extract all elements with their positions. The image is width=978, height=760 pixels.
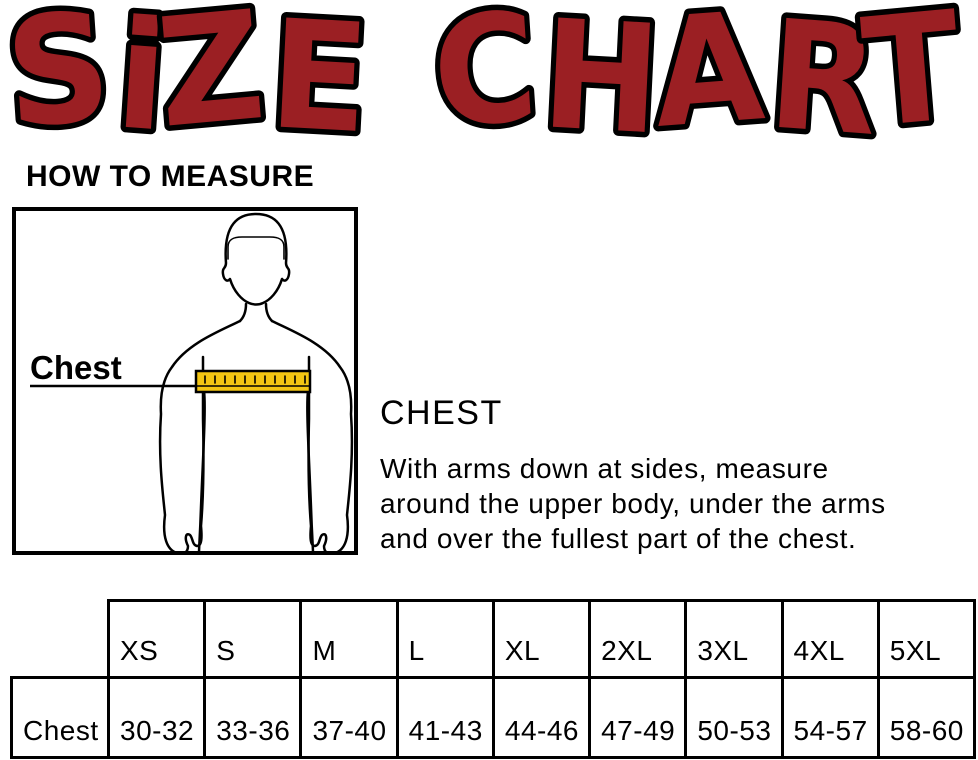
chest-instructions-line: and over the fullest part of the chest. — [380, 523, 857, 554]
figure-torso-sides — [199, 391, 313, 553]
measuring-tape-icon — [196, 371, 310, 392]
chest-value-cell: 50-53 — [686, 678, 782, 758]
figure-hairline — [228, 237, 284, 259]
chest-value-cell: 44-46 — [493, 678, 589, 758]
size-header-cell: S — [205, 601, 301, 678]
chest-section-heading: CHEST — [380, 394, 503, 432]
title-word-size: SiZE — [0, 0, 378, 158]
chest-value-cell: 47-49 — [590, 678, 686, 758]
size-header-cell: 4XL — [782, 601, 878, 678]
title-word-chart: CHART — [427, 0, 974, 158]
chest-value-cell: 37-40 — [301, 678, 397, 758]
size-header-cell: L — [397, 601, 493, 678]
figure-body-outline — [160, 321, 352, 554]
measurement-diagram — [12, 207, 358, 555]
corner-cell — [12, 601, 109, 678]
chest-instructions-line: around the upper body, under the arms — [380, 488, 886, 519]
chest-value-cell: 30-32 — [109, 678, 205, 758]
chest-value-cell: 58-60 — [878, 678, 974, 758]
size-chart-title — [0, 0, 978, 158]
size-header-cell: 3XL — [686, 601, 782, 678]
size-table — [10, 599, 976, 759]
size-header-cell: 2XL — [590, 601, 686, 678]
size-header-cell: XL — [493, 601, 589, 678]
size-table-chest-row — [12, 678, 975, 758]
chest-value-cell: 33-36 — [205, 678, 301, 758]
how-to-measure-heading: HOW TO MEASURE — [26, 160, 315, 193]
figure-head — [223, 214, 289, 305]
size-header-cell: XS — [109, 601, 205, 678]
diagram-chest-label: Chest — [30, 349, 122, 386]
size-table-header-row — [12, 601, 975, 678]
chest-instruction-section — [380, 394, 970, 556]
chest-value-cell: 41-43 — [397, 678, 493, 758]
size-header-cell: M — [301, 601, 397, 678]
figure-neck — [240, 304, 272, 321]
size-header-cell: 5XL — [878, 601, 974, 678]
chest-value-cell: 54-57 — [782, 678, 878, 758]
measuring-tape-band — [196, 371, 310, 392]
chest-instructions-line: With arms down at sides, measure — [380, 453, 829, 484]
row-label-cell: Chest — [12, 678, 109, 758]
